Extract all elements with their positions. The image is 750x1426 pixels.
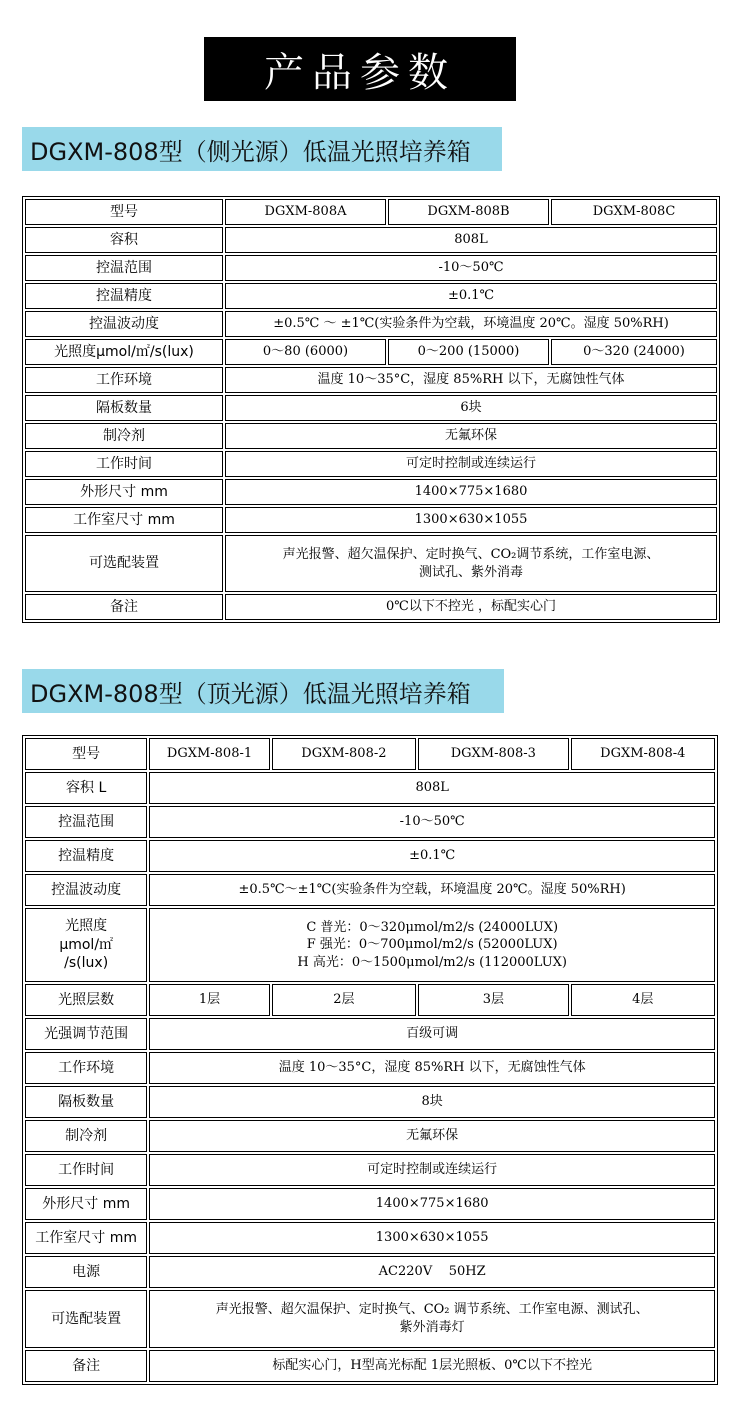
row-label-model: 型号 [25, 199, 223, 225]
row-label-temp-range: 控温范围 [25, 806, 147, 838]
table-row [25, 772, 715, 804]
value-shelves: 8块 [149, 1086, 715, 1118]
model-cell: DGXM-808A [225, 199, 386, 225]
value-temp-range: -10～50℃ [149, 806, 715, 838]
table-row [25, 1154, 715, 1186]
value-illuminance: 0～200 (15000) [388, 339, 549, 365]
model-cell: DGXM-808-1 [149, 738, 269, 770]
value-layers: 2层 [272, 984, 416, 1016]
table-row [25, 199, 717, 225]
table-row [25, 984, 715, 1016]
row-label-temp-precision: 控温精度 [25, 840, 147, 872]
row-label-illuminance [25, 908, 147, 982]
value-volume: 808L [149, 772, 715, 804]
row-label-power: 电源 [25, 1256, 147, 1288]
value-adjust-range: 百级可调 [149, 1018, 715, 1050]
row-label-outer-size: 外形尺寸 mm [25, 479, 223, 505]
table-row [25, 908, 715, 982]
row-label-shelves: 隔板数量 [25, 395, 223, 421]
value-layers: 3层 [418, 984, 568, 1016]
value-worktime: 可定时控制或连续运行 [225, 451, 717, 477]
table-row [25, 840, 715, 872]
options-line: 紫外消毒灯 [399, 1320, 465, 1335]
value-options [149, 1290, 715, 1348]
spec-table-side-light [22, 196, 720, 623]
table-row [25, 1222, 715, 1254]
row-label-volume: 容积 L [25, 772, 147, 804]
value-remarks: 0℃以下不控光 ，标配实心门 [225, 594, 717, 620]
row-label-worktime: 工作时间 [25, 451, 223, 477]
value-illuminance: 0～80 (6000) [225, 339, 386, 365]
table-row [25, 1256, 715, 1288]
table-row [25, 1086, 715, 1118]
row-label-remarks: 备注 [25, 594, 223, 620]
value-layers: 4层 [571, 984, 715, 1016]
table-row [25, 1052, 715, 1084]
table-row [25, 423, 717, 449]
value-temp-precision: ±0.1℃ [149, 840, 715, 872]
section-title-side-light: DGXM-808型（侧光源）低温光照培养箱 [22, 127, 502, 171]
model-cell: DGXM-808-4 [571, 738, 715, 770]
table-row [25, 1120, 715, 1152]
row-label-refrigerant: 制冷剂 [25, 1120, 147, 1152]
row-label-environment: 工作环境 [25, 367, 223, 393]
value-refrigerant: 无氟环保 [149, 1120, 715, 1152]
value-remarks: 标配实心门，H型高光标配 1层光照板、0℃以下不控光 [149, 1350, 715, 1382]
table-row [25, 1188, 715, 1220]
value-temp-range: -10～50℃ [225, 255, 717, 281]
value-options [225, 535, 717, 592]
value-layers: 1层 [149, 984, 269, 1016]
value-outer-size: 1400×775×1680 [225, 479, 717, 505]
value-illuminance [149, 908, 715, 982]
table-row [25, 255, 717, 281]
row-label-volume: 容积 [25, 227, 223, 253]
value-environment: 温度 10～35°C，湿度 85%RH 以下，无腐蚀性气体 [225, 367, 717, 393]
illuminance-line: F 强光：0～700μmol/m2/s (52000LUX) [306, 937, 558, 953]
row-label-options: 可选配装置 [25, 1290, 147, 1348]
row-label-inner-size: 工作室尺寸 mm [25, 1222, 147, 1254]
row-label-temp-range: 控温范围 [25, 255, 223, 281]
row-label-inner-size: 工作室尺寸 mm [25, 507, 223, 533]
table-row [25, 395, 717, 421]
table-row [25, 451, 717, 477]
illuminance-label-line: 光照度 [65, 917, 108, 934]
section-title-top-light: DGXM-808型（顶光源）低温光照培养箱 [22, 669, 504, 713]
value-temp-fluct: ±0.5℃～±1℃(实验条件为空载，环境温度 20℃。湿度 50%RH) [149, 874, 715, 906]
illuminance-line: H 高光：0～1500μmol/m2/s (112000LUX) [297, 954, 567, 970]
row-label-remarks: 备注 [25, 1350, 147, 1382]
row-label-temp-precision: 控温精度 [25, 283, 223, 309]
row-label-temp-fluct: 控温波动度 [25, 874, 147, 906]
value-inner-size: 1300×630×1055 [225, 507, 717, 533]
table-row [25, 339, 717, 365]
value-environment: 温度 10～35°C，湿度 85%RH 以下，无腐蚀性气体 [149, 1052, 715, 1084]
model-cell: DGXM-808-2 [272, 738, 416, 770]
page-banner: 产品参数 [204, 37, 516, 101]
table-row [25, 535, 717, 592]
table-row [25, 594, 717, 620]
row-label-refrigerant: 制冷剂 [25, 423, 223, 449]
table-row [25, 874, 715, 906]
options-line: 测试孔、紫外消毒 [418, 564, 523, 580]
value-temp-precision: ±0.1℃ [225, 283, 717, 309]
table-row [25, 1018, 715, 1050]
table-row [25, 806, 715, 838]
row-label-model: 型号 [25, 738, 147, 770]
value-worktime: 可定时控制或连续运行 [149, 1154, 715, 1186]
model-cell: DGXM-808-3 [418, 738, 568, 770]
illuminance-label-line: μmol/㎡ [59, 936, 114, 953]
row-label-shelves: 隔板数量 [25, 1086, 147, 1118]
row-label-environment: 工作环境 [25, 1052, 147, 1084]
model-cell: DGXM-808B [388, 199, 549, 225]
row-label-worktime: 工作时间 [25, 1154, 147, 1186]
table-row [25, 479, 717, 505]
options-line: 声光报警、超欠温保护、定时换气、CO₂ 调节系统、工作室电源、测试孔、 [215, 1302, 649, 1318]
value-temp-fluct: ±0.5℃ ～ ±1℃(实验条件为空载，环境温度 20℃。湿度 50%RH) [225, 311, 717, 337]
row-label-options: 可选配装置 [25, 535, 223, 592]
value-inner-size: 1300×630×1055 [149, 1222, 715, 1254]
table-row [25, 1290, 715, 1348]
row-label-outer-size: 外形尺寸 mm [25, 1188, 147, 1220]
spec-table-top-light [22, 735, 718, 1385]
value-illuminance: 0～320 (24000) [551, 339, 717, 365]
value-shelves: 6块 [225, 395, 717, 421]
row-label-temp-fluct: 控温波动度 [25, 311, 223, 337]
options-line: 声光报警、超欠温保护、定时换气、CO₂调节系统，工作室电源、 [282, 546, 660, 562]
illuminance-line: C 普光：0～320μmol/m2/s (24000LUX) [306, 919, 559, 935]
table-row [25, 227, 717, 253]
value-refrigerant: 无氟环保 [225, 423, 717, 449]
row-label-layers: 光照层数 [25, 984, 147, 1016]
value-volume: 808L [225, 227, 717, 253]
model-cell: DGXM-808C [551, 199, 717, 225]
table-row [25, 311, 717, 337]
row-label-illuminance: 光照度μmol/㎡/s(lux) [25, 339, 223, 365]
table-row [25, 283, 717, 309]
table-row [25, 738, 715, 770]
row-label-adjust-range: 光强调节范围 [25, 1018, 147, 1050]
value-power: AC220V 50HZ [149, 1256, 715, 1288]
table-row [25, 507, 717, 533]
table-row [25, 367, 717, 393]
value-outer-size: 1400×775×1680 [149, 1188, 715, 1220]
illuminance-label-line: /s(lux) [64, 955, 109, 972]
table-row [25, 1350, 715, 1382]
